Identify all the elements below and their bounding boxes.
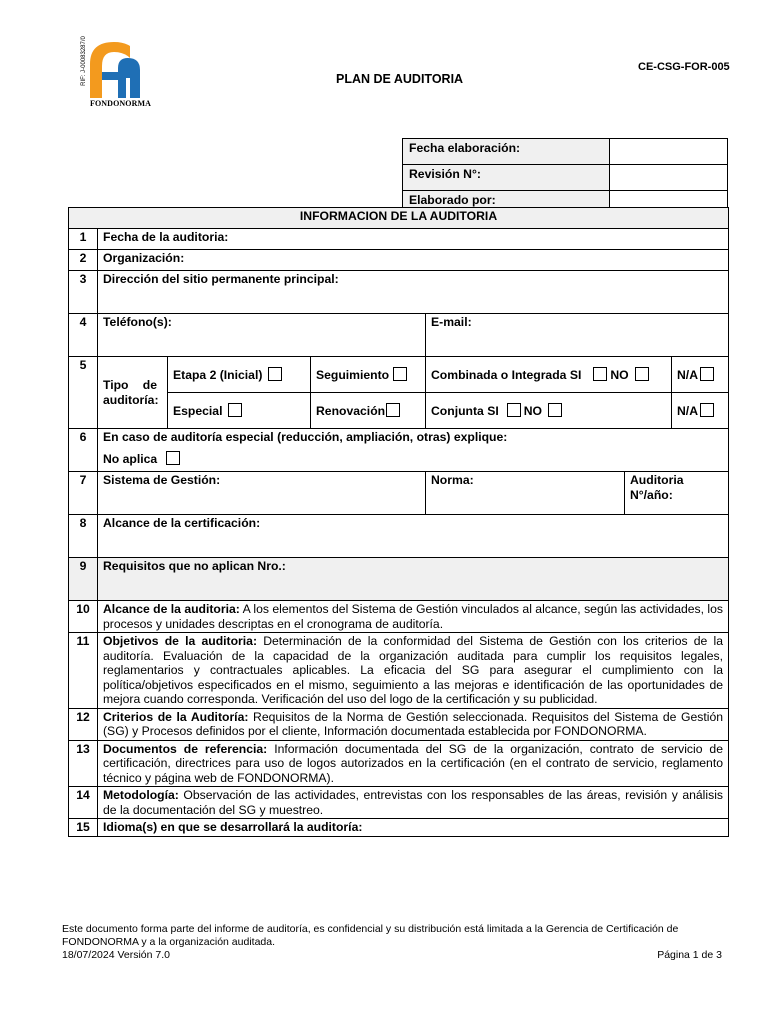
meta-label: Elaborado por: bbox=[403, 191, 610, 217]
seguimiento-checkbox[interactable] bbox=[393, 367, 407, 381]
management-system-field[interactable] bbox=[98, 472, 426, 515]
document-title: PLAN DE AUDITORIA bbox=[336, 72, 464, 86]
special-audit-label: En caso de auditoría especial (reducción, ampliación, otras) explique: bbox=[103, 430, 508, 444]
conjunta-si-checkbox[interactable] bbox=[507, 403, 521, 417]
rif-text: RIF: J-00083287/0 bbox=[80, 36, 87, 86]
no-aplica-checkbox[interactable] bbox=[166, 451, 180, 465]
conjunta-option: Conjunta SI NO bbox=[426, 393, 672, 429]
standard-field[interactable] bbox=[426, 472, 625, 515]
row-number: 10 bbox=[69, 601, 98, 633]
email-label: E-mail: bbox=[431, 315, 472, 329]
row-number: 11 bbox=[69, 633, 98, 709]
etapa2-option: Etapa 2 (Inicial) bbox=[168, 357, 311, 393]
non-applicable-requirements-label: Requisitos que no aplican Nro.: bbox=[103, 559, 286, 573]
page-number: Página 1 de 3 bbox=[657, 949, 722, 961]
methodology-text: Metodología: Observación de las actividades, entrevistas con los responsables de las áreas, revisión y análisis de la documentación del SG y muestreo. bbox=[98, 787, 729, 819]
certification-scope-label: Alcance de la certificación: bbox=[103, 516, 261, 530]
management-system-label: Sistema de Gestión: bbox=[103, 473, 221, 487]
row-number: 7 bbox=[69, 472, 98, 515]
row-number: 5 bbox=[69, 357, 98, 429]
document-code: CE-CSG-FOR-005 bbox=[638, 61, 730, 73]
non-applicable-requirements-field[interactable] bbox=[98, 558, 729, 601]
phone-label: Teléfono(s): bbox=[103, 315, 172, 329]
combinada-si-checkbox[interactable] bbox=[593, 367, 607, 381]
na2-option: N/A bbox=[672, 393, 729, 429]
organization-label: Organización: bbox=[103, 251, 185, 265]
row-number: 6 bbox=[69, 429, 98, 472]
audit-type-label: Tipo de auditoría: bbox=[98, 357, 168, 429]
especial-checkbox[interactable] bbox=[228, 403, 242, 417]
row-number: 2 bbox=[69, 250, 98, 271]
renovacion-option: Renovación bbox=[311, 393, 426, 429]
audit-objectives-text: Objetivos de la auditoria: Determinación de la conformidad del Sistema de Gestión con los criterios de la auditoría. Evaluación de la capacidad de la organización auditada para cumplir los requisitos legales, reglamentarios y contractuales aplicables. La eficacia del SG para asegurar el cumplimiento con la política/objetivos especificados en el mismo, seguimiento a las mejoras e identificación de las oportunidades de mejora cuando corresponda. Verificación del uso del logo de la certificación y su publicidad. bbox=[98, 633, 729, 709]
meta-value-field[interactable] bbox=[610, 165, 728, 191]
fondonorma-logo bbox=[74, 38, 154, 110]
version-text: 18/07/2024 Versión 7.0 bbox=[62, 949, 171, 961]
standard-label: Norma: bbox=[431, 473, 474, 487]
audit-info-table bbox=[68, 207, 729, 837]
audit-number-field[interactable] bbox=[625, 472, 729, 515]
row-number: 12 bbox=[69, 708, 98, 740]
row-number: 1 bbox=[69, 229, 98, 250]
address-field[interactable] bbox=[98, 271, 729, 314]
special-audit-field[interactable] bbox=[98, 429, 729, 472]
meta-label: Fecha elaboración: bbox=[403, 139, 610, 165]
row-number: 15 bbox=[69, 819, 98, 837]
audit-criteria-text: Criterios de la Auditoría: Requisitos de la Norma de Gestión seleccionada. Requisitos del Sistema de Gestión (SG) y Procesos definidos por el cliente, Información documentada establecida por FONDONORMA. bbox=[98, 708, 729, 740]
row-number: 4 bbox=[69, 314, 98, 357]
meta-table bbox=[402, 138, 728, 217]
no-aplica-option: No aplica bbox=[103, 451, 723, 467]
row-number: 3 bbox=[69, 271, 98, 314]
row-number: 14 bbox=[69, 787, 98, 819]
language-label: Idioma(s) en que se desarrollará la auditoría: bbox=[103, 820, 363, 834]
na1-option: N/A bbox=[672, 357, 729, 393]
meta-row bbox=[403, 165, 728, 191]
reference-documents-text: Documentos de referencia: Información documentada del SG de la organización, contrato de servicio de certificación, directrices para uso de logos autorizados en la certificación (en el contrato de servicio, reglamento técnico y página web de FONDONORMA). bbox=[98, 740, 729, 787]
seguimiento-option: Seguimiento bbox=[311, 357, 426, 393]
row-number: 13 bbox=[69, 740, 98, 787]
combinada-no-checkbox[interactable] bbox=[635, 367, 649, 381]
fondonorma-logo-icon bbox=[74, 38, 154, 100]
renovacion-checkbox[interactable] bbox=[386, 403, 400, 417]
email-field[interactable] bbox=[426, 314, 729, 357]
audit-scope-text: Alcance de la auditoria: A los elementos del Sistema de Gestión vinculados al alcance, según las actividades, los procesos y unidades descriptas en el cronograma de auditoría. bbox=[98, 601, 729, 633]
audit-number-label: Auditoria N°/año: bbox=[630, 473, 684, 502]
section-title: INFORMACION DE LA AUDITORIA bbox=[69, 208, 729, 229]
conjunta-no-checkbox[interactable] bbox=[548, 403, 562, 417]
na2-checkbox[interactable] bbox=[700, 403, 714, 417]
logo-wordmark: FONDONORMA bbox=[90, 99, 151, 108]
meta-label: Revisión N°: bbox=[403, 165, 610, 191]
address-label: Dirección del sitio permanente principal: bbox=[103, 272, 339, 286]
confidentiality-notice: Este documento forma parte del informe de auditoría, es confidencial y su distribución está limitada a la Gerencia de Certificación de FONDONORMA y a la organización auditada. bbox=[62, 923, 679, 948]
combinada-option: Combinada o Integrada SI NO bbox=[426, 357, 672, 393]
na1-checkbox[interactable] bbox=[700, 367, 714, 381]
organization-field[interactable] bbox=[98, 250, 729, 271]
especial-option: Especial bbox=[168, 393, 311, 429]
row-number: 8 bbox=[69, 515, 98, 558]
audit-date-label: Fecha de la auditoria: bbox=[103, 230, 229, 244]
phone-field[interactable] bbox=[98, 314, 426, 357]
row-number: 9 bbox=[69, 558, 98, 601]
meta-value-field[interactable] bbox=[610, 139, 728, 165]
language-field[interactable] bbox=[98, 819, 729, 837]
page-footer bbox=[62, 923, 722, 962]
etapa2-checkbox[interactable] bbox=[268, 367, 282, 381]
audit-date-field[interactable] bbox=[98, 229, 729, 250]
certification-scope-field[interactable] bbox=[98, 515, 729, 558]
meta-row bbox=[403, 139, 728, 165]
